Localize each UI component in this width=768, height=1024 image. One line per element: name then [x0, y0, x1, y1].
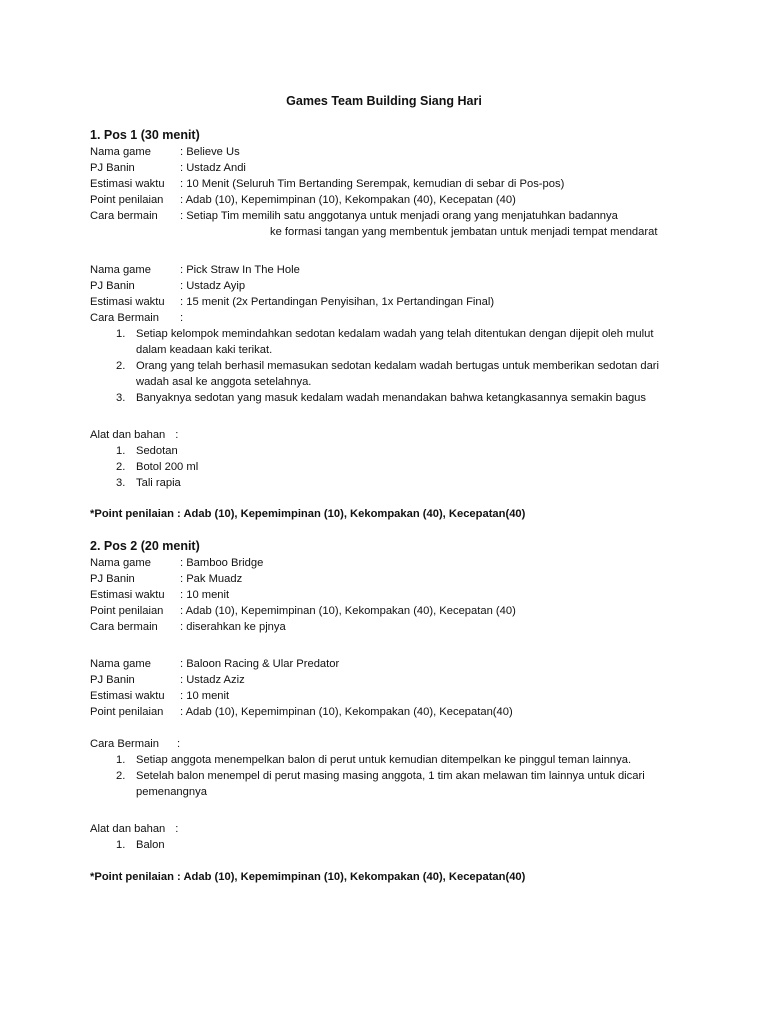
info-key: Cara Bermain — [90, 312, 160, 324]
info-value: : 10 menit — [180, 589, 230, 601]
info-row — [90, 160, 710, 176]
info-row — [90, 262, 710, 278]
list-number: 1. — [116, 328, 126, 340]
info-value: : Pak Muadz — [180, 573, 243, 585]
alat-colon: : — [175, 823, 179, 835]
pos2-summary — [90, 868, 710, 886]
info-key: Nama game — [90, 264, 151, 276]
list-number: 1. — [116, 754, 126, 766]
list-number: 3. — [116, 392, 126, 404]
list-item — [90, 837, 710, 853]
list-item — [90, 459, 710, 475]
info-value: : Baloon Racing & Ular Predator — [180, 658, 340, 670]
info-value: : Setiap Tim memilih satu anggotanya untuk menjadi orang yang menjatuhkan badannya — [180, 210, 618, 222]
info-key: Nama game — [90, 658, 151, 670]
pos1-heading: 1. Pos 1 (30 menit) — [90, 128, 200, 142]
info-row — [90, 672, 710, 688]
list-number: 1. — [116, 839, 126, 851]
info-value: : Bamboo Bridge — [180, 557, 264, 569]
info-key: PJ Banin — [90, 674, 135, 686]
cara-label: Cara Bermain — [90, 738, 160, 750]
pos2-cara-section — [90, 736, 710, 800]
info-row — [90, 176, 710, 192]
info-value: : Ustadz Andi — [180, 162, 246, 174]
pos2-steps-list — [90, 752, 680, 800]
info-value: : — [180, 312, 184, 324]
pos1-alat-list — [90, 443, 710, 491]
list-item — [90, 358, 680, 390]
info-row — [90, 208, 710, 224]
list-text: Botol 200 ml — [136, 461, 199, 473]
pos1-game1-info — [90, 144, 710, 240]
info-value: : Ustadz Ayip — [180, 280, 246, 292]
info-row — [90, 603, 710, 619]
alat-label-row — [90, 427, 710, 443]
info-key: Estimasi waktu — [90, 690, 165, 702]
info-row — [90, 688, 710, 704]
info-key: Point penilaian — [90, 605, 164, 617]
info-row — [90, 571, 710, 587]
list-text: Tali rapia — [136, 477, 181, 489]
info-value: : 10 menit — [180, 690, 230, 702]
info-row — [90, 656, 710, 672]
list-item — [90, 752, 680, 768]
list-number: 2. — [116, 360, 126, 372]
alat-label: Alat dan bahan — [90, 429, 166, 441]
alat-colon: : — [175, 429, 179, 441]
cara-bermain-continuation: ke formasi tangan yang membentuk jembatan untuk menjadi tempat mendarat — [270, 226, 658, 238]
info-row — [90, 144, 710, 160]
info-row — [90, 619, 710, 635]
info-key: PJ Banin — [90, 280, 135, 292]
list-item — [90, 475, 710, 491]
info-key: Cara bermain — [90, 210, 158, 222]
info-value: : 15 menit (2x Pertandingan Penyisihan, 1x Pertandingan Final) — [180, 296, 495, 308]
info-row — [90, 587, 710, 603]
info-key: Cara bermain — [90, 621, 158, 633]
list-text: Sedotan — [136, 445, 178, 457]
list-number: 2. — [116, 770, 126, 782]
pos2-alat-section — [90, 821, 710, 853]
info-value: : diserahkan ke pjnya — [180, 621, 286, 633]
list-number: 3. — [116, 477, 126, 489]
pos2-alat-list — [90, 837, 710, 853]
pos2-section — [90, 537, 710, 635]
info-value: : Adab (10), Kepemimpinan (10), Kekompakan (40), Kecepatan (40) — [180, 605, 516, 617]
info-value: : Adab (10), Kepemimpinan (10), Kekompakan (40), Kecepatan(40) — [180, 706, 513, 718]
info-row — [90, 294, 710, 310]
info-key: Estimasi waktu — [90, 178, 165, 190]
info-key: PJ Banin — [90, 573, 135, 585]
info-value: : Adab (10), Kepemimpinan (10), Kekompakan (40), Kecepatan (40) — [180, 194, 516, 206]
cara-colon: : — [177, 738, 181, 750]
info-key: PJ Banin — [90, 162, 135, 174]
pos1-section — [90, 126, 710, 240]
pos1-summary — [90, 505, 710, 523]
info-value: : Believe Us — [180, 146, 240, 158]
pos1-game2-section — [90, 262, 710, 406]
pos2-heading: 2. Pos 2 (20 menit) — [90, 539, 200, 553]
info-row — [90, 704, 710, 720]
list-item — [90, 390, 680, 406]
list-text: Setiap kelompok memindahkan sedotan kedalam wadah yang telah ditentukan dengan dijepit oleh mulut dalam keadaan kaki terikat. — [136, 328, 654, 356]
info-value: : Ustadz Aziz — [180, 674, 245, 686]
info-key: Estimasi waktu — [90, 296, 165, 308]
info-value: : Pick Straw In The Hole — [180, 264, 300, 276]
list-text: Balon — [136, 839, 165, 851]
list-item — [90, 768, 680, 800]
pos1-alat-section — [90, 427, 710, 491]
info-key: Nama game — [90, 557, 151, 569]
info-key: Point penilaian — [90, 706, 164, 718]
cara-label-row — [90, 736, 710, 752]
list-number: 1. — [116, 445, 126, 457]
alat-label: Alat dan bahan — [90, 823, 166, 835]
point-penilaian-summary: *Point penilaian : Adab (10), Kepemimpinan (10), Kekompakan (40), Kecepatan(40) — [90, 508, 526, 520]
info-row — [90, 310, 710, 326]
info-row — [90, 555, 710, 571]
list-item — [90, 443, 710, 459]
alat-label-row — [90, 821, 710, 837]
info-value: : 10 Menit (Seluruh Tim Bertanding Serempak, kemudian di sebar di Pos-pos) — [180, 178, 565, 190]
info-row — [90, 192, 710, 208]
list-text: Setelah balon menempel di perut masing masing anggota, 1 tim akan melawan tim lainnya untuk dicari pemenangnya — [136, 770, 645, 798]
list-item — [90, 326, 680, 358]
info-key: Nama game — [90, 146, 151, 158]
pos1-steps-list — [90, 326, 680, 406]
info-key: Estimasi waktu — [90, 589, 165, 601]
list-text: Setiap anggota menempelkan balon di perut untuk kemudian ditempelkan ke pinggul teman lainnya. — [136, 754, 632, 766]
list-text: Orang yang telah berhasil memasukan sedotan kedalam wadah bertugas untuk memberikan sedotan dari wadah asal ke anggota setelahnya. — [136, 360, 660, 388]
info-key: Point penilaian — [90, 194, 164, 206]
pos2-game2-section — [90, 656, 710, 720]
point-penilaian-summary: *Point penilaian : Adab (10), Kepemimpinan (10), Kekompakan (40), Kecepatan(40) — [90, 871, 526, 883]
list-number: 2. — [116, 461, 126, 473]
list-text: Banyaknya sedotan yang masuk kedalam wadah menandakan bahwa ketangkasannya semakin bagus — [136, 392, 646, 404]
document-title: Games Team Building Siang Hari — [286, 94, 482, 108]
info-row — [90, 278, 710, 294]
